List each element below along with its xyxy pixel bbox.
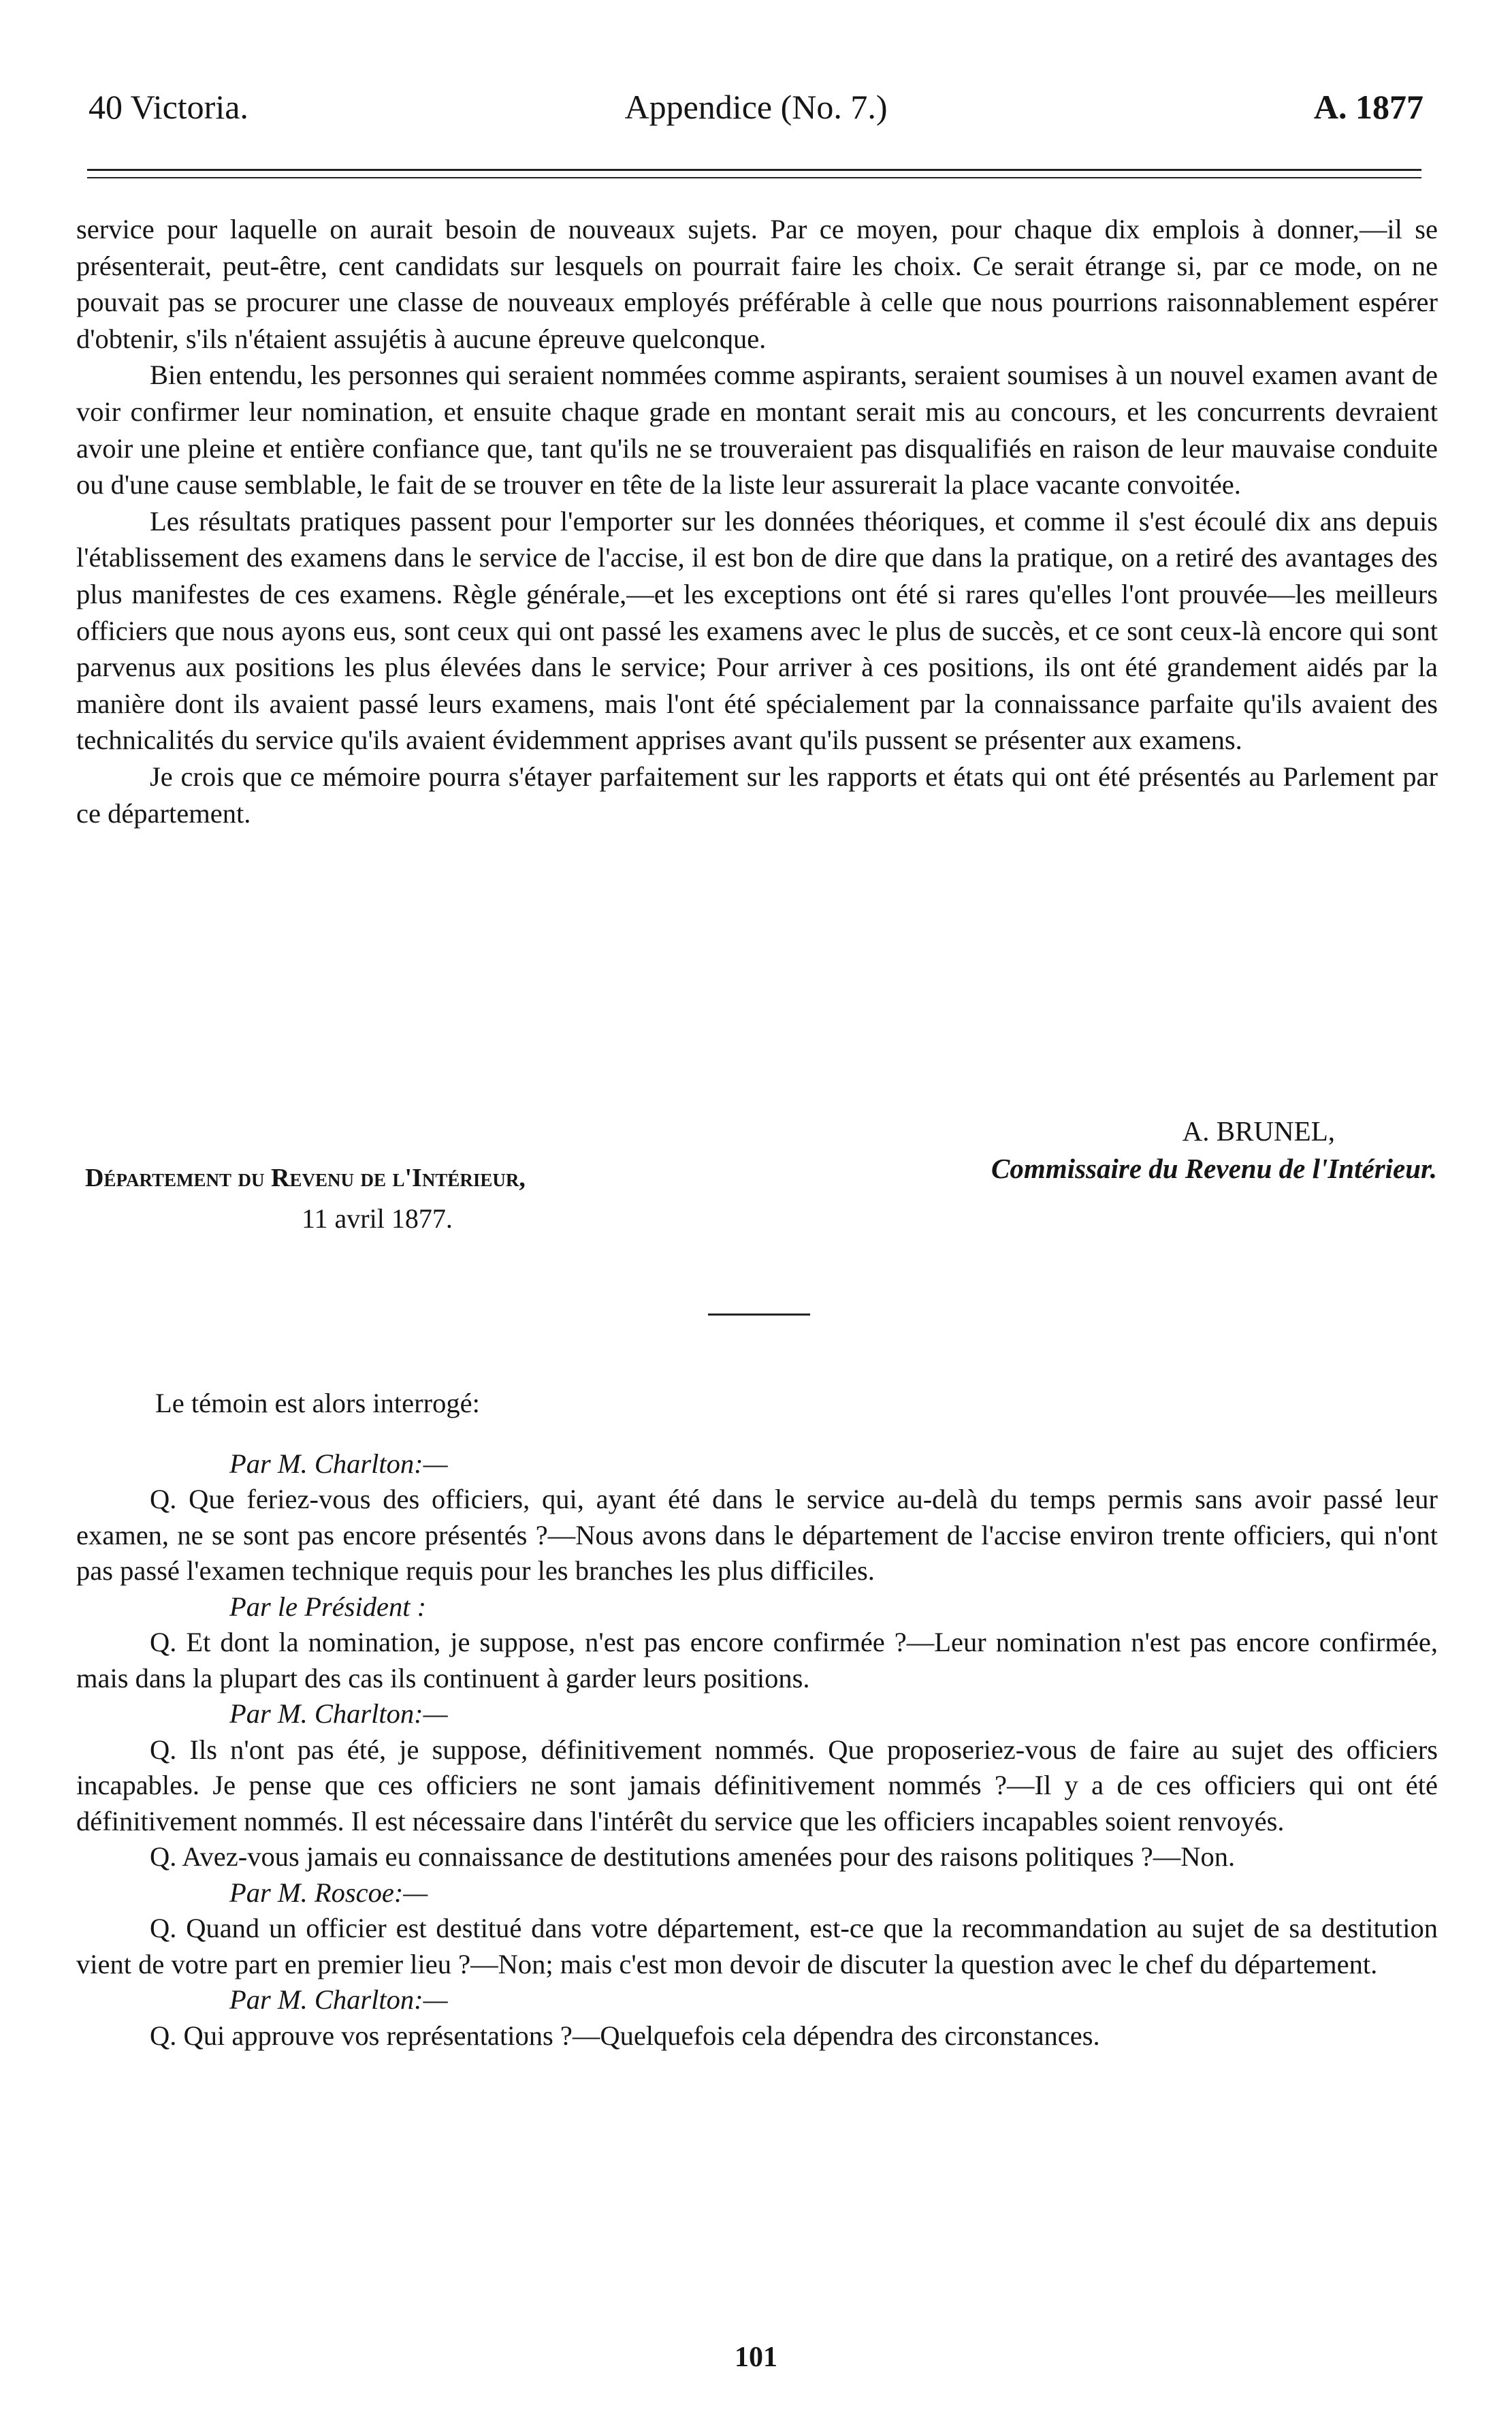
memo-body (76, 211, 1438, 831)
testimony-section (76, 1386, 1438, 2054)
paragraph: Je crois que ce mémoire pourra s'étayer parfaitement sur les rapports et états qui ont été présentés au Parlement par ce département. (76, 761, 1438, 829)
header-rule (87, 169, 1421, 171)
department-name: Département du Revenu de l'Intérieur, (85, 1164, 526, 1192)
header-year: A. 1877 (1313, 88, 1423, 126)
speaker-label: Par le Président : (229, 1591, 427, 1622)
header-rule-double (87, 177, 1421, 178)
question-answer: Q. Que feriez-vous des officiers, qui, ayant été dans le service au-delà du temps permis sans avoir passé leur examen, ne se sont pas encore présentés ?—Nous avons dans le département de l'accise environ trente officiers, qui n'ont pas passé l'examen technique requis pour les branches les plus difficiles. (76, 1484, 1438, 1586)
testimony-lead: Le témoin est alors interrogé: (155, 1388, 480, 1418)
paragraph: Bien entendu, les personnes qui seraient nommées comme aspirants, seraient soumises à un nouvel examen avant de voir confirmer leur nomination, et ensuite chaque grade en montant serait mis au concours, et les concurrents devraient avoir une pleine et entière confiance que, tant qu'ils ne se trouveraient pas disqualifiés en raison de leur mauvaise conduite ou d'une cause semblable, le fait de se trouver en tête de la liste leur assurerait la place vacante convoitée. (76, 360, 1438, 500)
question-answer: Q. Et dont la nomination, je suppose, n'est pas encore confirmée ?—Leur nomination n'est pas encore confirmée, mais dans la plupart des cas ils continuent à garder leurs positions. (76, 1627, 1438, 1693)
section-divider (708, 1314, 810, 1316)
question-answer: Q. Ils n'ont pas été, je suppose, définitivement nommés. Que proposeriez-vous de faire au sujet des officiers incapables. Je pense que ces officiers ne sont jamais définitivement nommés ?—Il y a de ces officiers qui ont été définitivement nommés. Il est nécessaire dans l'intérêt du service que les officiers incapables soient renvoyés. (76, 1734, 1438, 1836)
speaker-label: Par M. Charlton:— (229, 1984, 448, 2015)
question-answer: Q. Quand un officier est destitué dans votre département, est-ce que la recommandation au sujet de sa destitution vient de votre part en premier lieu ?—Non; mais c'est mon devoir de discuter la question avec le chef du département. (76, 1913, 1438, 1979)
page-number: 101 (735, 2342, 777, 2373)
question-answer: Q. Avez-vous jamais eu connaissance de destitutions amenées pour des raisons politiques ?—Non. (150, 1841, 1236, 1872)
speaker-label: Par M. Charlton:— (229, 1448, 448, 1479)
header-appendix: Appendice (No. 7.) (624, 88, 888, 126)
question-answer: Q. Qui approuve vos représentations ?—Quelquefois cela dépendra des circonstances. (150, 2020, 1100, 2051)
speaker-label: Par M. Charlton:— (229, 1698, 448, 1729)
header-volume: 40 Victoria. (89, 88, 248, 126)
signature-block (991, 1113, 1437, 1188)
paragraph: Les résultats pratiques passent pour l'emporter sur les données théoriques, et comme il s'est écoulé dix ans depuis l'établissement des examens dans le service de l'accise, il est bon de dire que dans la pratique, on a retiré des avantages des plus manifestes de ces examens. Règle générale,—et les exceptions ont été si rares qu'elles l'ont prouvée—les meilleurs officiers que nous ayons eus, sont ceux qui ont passé les examens avec le plus de succès, et ce sont ceux-là encore qui sont parvenus aux positions les plus élevées dans le service; Pour arriver à ces positions, ils ont été grandement aidés par la manière dont ils avaient passé leurs examens, mais l'ont été spécialement par la connaissance parfaite qu'ils avaient des technicalités du service qu'ils avaient évidemment apprises avant qu'ils pussent se présenter aux examens. (76, 505, 1438, 756)
department-date: 11 avril 1877. (302, 1203, 453, 1234)
paragraph: service pour laquelle on aurait besoin de nouveaux sujets. Par ce moyen, pour chaque dix emplois à donner,—il se présenterait, peut-être, cent candidats sur lesquels on pourrait faire les choix. Ce serait étrange si, par ce mode, on ne pouvait pas se procurer une classe de nouveaux employés préférable à celle que nous pourrions raisonnablement espérer d'obtenir, s'ils n'étaient assujétis à aucune épreuve quelconque. (76, 214, 1438, 354)
signature-name: A. BRUNEL, (1182, 1115, 1335, 1147)
department-dateline (85, 1158, 526, 1239)
running-header (82, 87, 1430, 135)
speaker-label: Par M. Roscoe:— (229, 1877, 428, 1908)
signature-title: Commissaire du Revenu de l'Intérieur. (991, 1153, 1437, 1184)
